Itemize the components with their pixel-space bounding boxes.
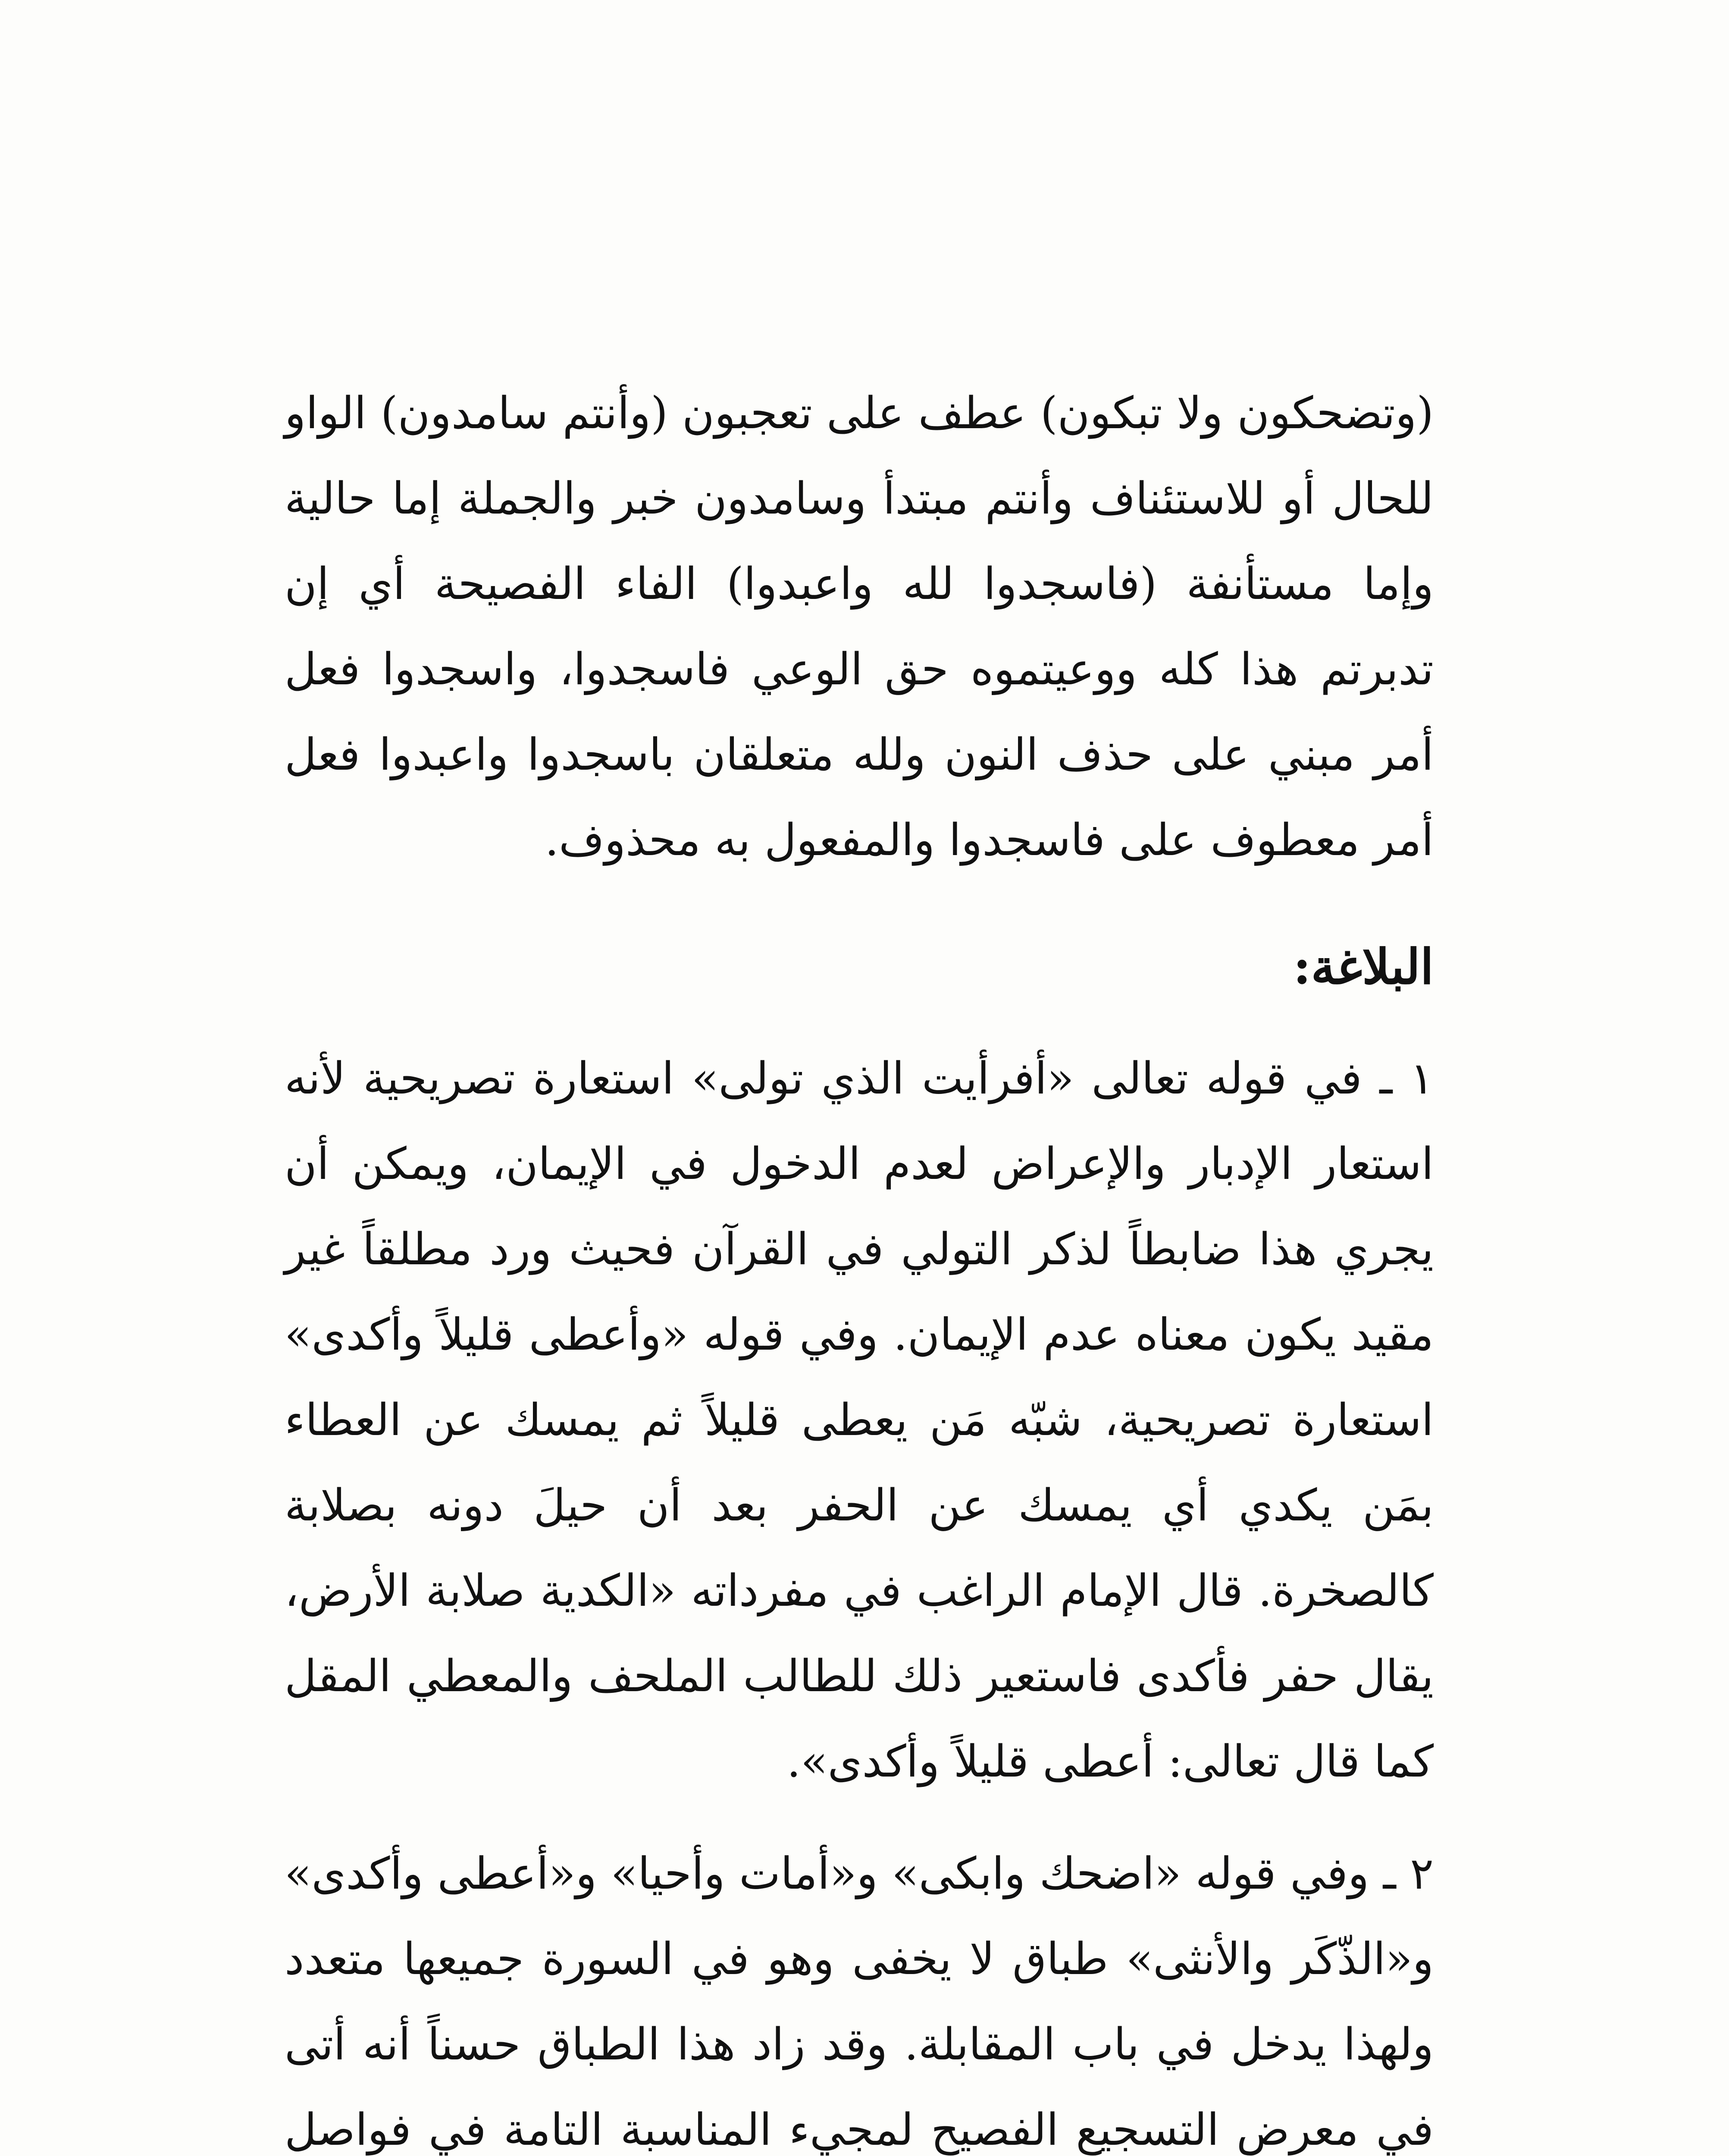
rhetoric-item-1: ١ ـ في قوله تعالى «أفرأيت الذي تولى» استعارة تصريحية لأنه استعار الإدبار والإعراض لعدم الدخول في الإيمان، ويمكن أن يجري هذا ضابطاً لذكر التولي في القرآن فحيث ورد مطلقاً غير مقيد يكون معناه عدم الإيمان. وفي قوله «وأعطى قليلاً وأكدى» استعارة تصريحية، شبّه مَن يعطى قليلاً ثم يمسك عن العطاء بمَن يكدي أي يمسك عن الحفر بعد أن حيلَ دونه بصلابة كالصخرة. قال الإمام الراغب في مفرداته «الكدية صلابة الأرض، يقال حفر فأكدى فاستعير ذلك للطالب الملحف والمعطي المقل كما قال تعالى: أعطى قليلاً وأكدى». — [285, 1053, 1434, 1787]
section-heading: البلاغة: — [1293, 939, 1434, 995]
rhetoric-item-2: ٢ ـ وفي قوله «اضحك وابكى» و«أمات وأحيا» و«أعطى وأكدى» و«الذّكَر والأنثى» طباق لا يخفى وهو في السورة جميعها متعدد ولهذا يدخل في باب المقابلة. وقد زاد هذا الطباق حسناً أنه أتى في معرض التسجيع الفصيح لمجيء المناسبة التامة في فواصل — [285, 1848, 1434, 2156]
intro-paragraph: (وتضحكون ولا تبكون) عطف على تعجبون (وأنتم سامدون) الواو للحال أو للاستئناف وأنتم مبتدأ وسامدون خبر والجملة إما حالية وإما مستأنفة (فاسجدوا لله واعبدوا) الفاء الفصيحة أي إن تدبرتم هذا كله ووعيتموه حق الوعي فاسجدوا، واسجدوا فعل أمر مبني على حذف النون ولله متعلقان باسجدوا واعبدوا فعل أمر معطوف على فاسجدوا والمفعول به محذوف. — [285, 388, 1434, 866]
page-body — [285, 371, 1434, 2156]
